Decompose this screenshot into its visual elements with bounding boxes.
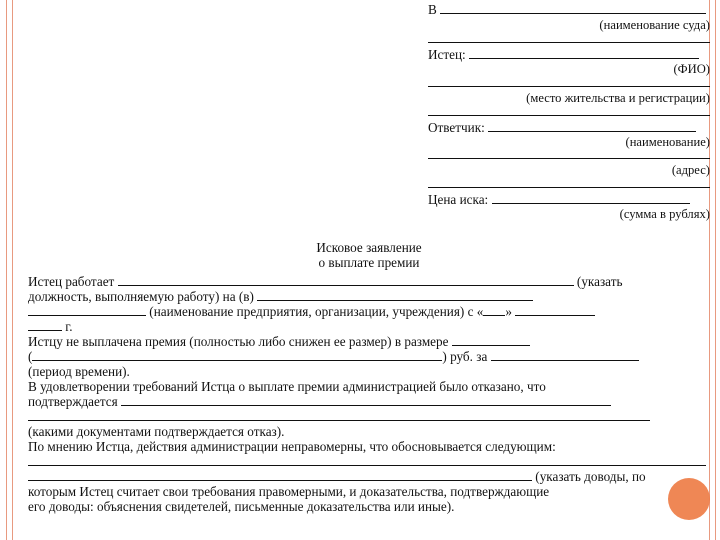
court-prefix: В (428, 2, 437, 17)
body-line-12: По мнению Истца, действия администрации неправомерны, что обосновывается следующим: (28, 439, 556, 454)
body-line-16: его доводы: объяснения свидетелей, письменные доказательства или иные). (28, 499, 455, 514)
claim-hint: (сумма в рублях) (619, 207, 710, 221)
title-line-2: о выплате премии (318, 255, 420, 270)
body-line-10 (28, 409, 710, 424)
court-blank (440, 1, 706, 14)
frame-border-left (6, 0, 7, 540)
body-line-6: ( ) руб. за (28, 349, 710, 364)
address-extra-line (428, 187, 710, 188)
address-line (428, 158, 710, 159)
residence-hint: (место жительства и регистрации) (526, 91, 710, 105)
residence-extra-line (428, 115, 710, 116)
court-extra-line (428, 42, 710, 43)
body-line-8: В удовлетворении требований Истца о выплате премии администрацией было отказано, что (28, 379, 546, 394)
body-line-7: (период времени). (28, 364, 130, 379)
claim-line (428, 191, 710, 206)
orange-dot-decoration (668, 478, 710, 520)
body-line-5: Истцу не выплачена премия (полностью либо снижен ее размер) в размере (28, 334, 710, 349)
body-line-15: которым Истец считает свои требования правомерными, и доказательства, подтверждающие (28, 484, 550, 499)
plaintiff-line (428, 46, 710, 61)
court-hint: (наименование суда) (599, 18, 710, 32)
claim-body (28, 274, 710, 514)
court-line (428, 1, 710, 16)
defendant-blank (488, 119, 696, 132)
frame-border-left-inner (12, 0, 13, 540)
defendant-label: Ответчик: (428, 120, 485, 135)
plaintiff-label: Истец: (428, 47, 466, 62)
body-line-14: (указать доводы, по (28, 469, 710, 484)
body-line-1: Истец работает (указать (28, 274, 623, 289)
body-line-13 (28, 454, 710, 469)
address-hint: (адрес) (671, 163, 710, 177)
body-line-11: (какими документами подтверждается отказ). (28, 424, 285, 439)
plaintiff-blank (469, 46, 699, 59)
defendant-hint: (наименование) (625, 135, 710, 149)
title-line-1: Исковое заявление (316, 240, 422, 255)
residence-line (428, 86, 710, 87)
frame-border-right (715, 0, 716, 540)
body-line-4: г. (28, 319, 710, 334)
defendant-line (428, 119, 710, 134)
body-line-2: должность, выполняемую работу) на (в) (28, 289, 710, 304)
plaintiff-hint: (ФИО) (673, 62, 710, 76)
body-line-9: подтверждается (28, 394, 710, 409)
body-line-3: (наименование предприятия, организации, учреждения) с « » (28, 304, 710, 319)
claim-blank (492, 191, 690, 204)
claim-label: Цена иска: (428, 192, 489, 207)
